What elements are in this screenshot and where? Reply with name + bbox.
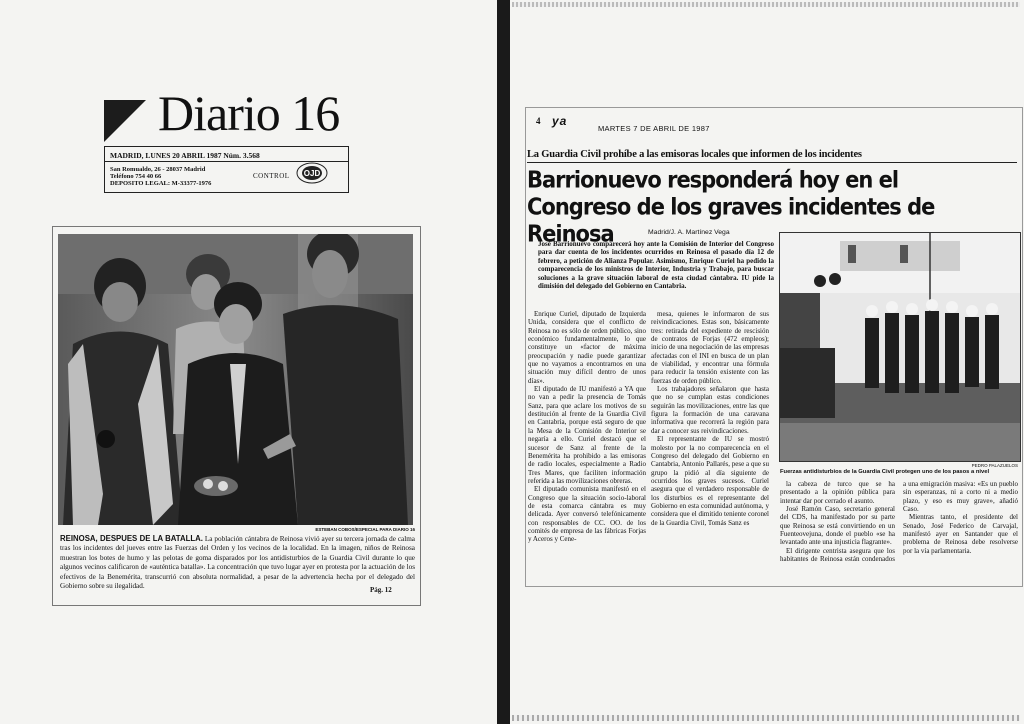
article-paragraph: El diputado comunista manifestó en el Congreso que la situación socio-laboral de esta comarca cántabra es muy delicada. Ayer conversó telefónicamente con responsables de CC. OO. de los comités de empresa de las fábricas Forjas y Aceros y Cene- (528, 485, 646, 544)
photo-credit: ESTEBAN COBOS/ESPECIAL PARA DIARIO 16 (315, 527, 415, 532)
photo-credit: PEDRO PALAZUELOS (971, 463, 1018, 468)
scan-edge-bottom (512, 715, 1020, 721)
page-reference: Pág. 12 (370, 586, 392, 594)
article-column-3 (780, 480, 1018, 563)
article-paragraph: El diputado de IU manifestó a YA que no van a pedir la presencia de Tomás Sanz, para que aclare los motivos de su destitución al frente de la Guardia Civil en Cantabria, porque está seguro de que la Mesa de la Comisión de Interior se negaría a ello. Curiel destacó que el sucesor de Sanz al frente de la Benemérita ha prohibido a las emisoras de radio locales, especialmente a Radio Tres Mares, que faciliten información referida a las movilizaciones obreras. (528, 385, 646, 485)
caption-body: La población cántabra de Reinosa vivió ayer su tercera jornada de calma tras los incidentes del jueves entre las Fuerzas del Orden y los vecinos de la localidad. En la imagen, niños de Reinosa muestran los botes de humo y las pelotas de goma disparados por los antidisturbios de la Guardia Civil durante lo que algunos vecinos calificaron de «auténtica batalla». La concentración que tuvo lugar ayer en protesta por la actuación de los efectivos de la Benemérita, transcurrió con absoluta normalidad, a pesar de la advertencia hecha por el delegado del Gobierno sobre su ilegalidad. (60, 535, 416, 591)
masthead-title: Diario 16 (158, 85, 340, 141)
children-photo (58, 234, 413, 525)
caption-heading: REINOSA, DESPUES DE LA BATALLA. (60, 534, 203, 543)
masthead-legal-deposit: DEPOSITO LEGAL: M-33377-1976 (110, 180, 212, 187)
ojd-seal-icon (296, 161, 328, 185)
masthead-date: MADRID, LUNES 20 ABRIL 1987 Núm. 3.568 (110, 151, 260, 160)
issue-date: MARTES 7 DE ABRIL DE 1987 (598, 124, 710, 133)
masthead-phone: Teléfono 754 40 66 (110, 173, 162, 180)
lead-paragraph: José Barrionuevo comparecerá hoy ante la Comisión de Interior del Congreso para dar cuenta de los incidentes ocurridos en Reinosa el pasado día 12 de febrero, a petición de Alianza Popular. Asimismo, Enrique Curiel ha pedido la comparecencia de los ministros de Interior, Industria y Trabajo, para buscar soluciones a la grave situación laboral de esta ciudad cántabra. IU pide la dimisión del delegado del Gobierno en Cantabria. (538, 240, 774, 291)
diario16-logo-mark (104, 100, 146, 142)
article-paragraph: José Ramón Caso, secretario general del CDS, ha manifestado por su parte que Reinosa se está convirtiendo en un Fuenteovejuna, donde el pueblo «se ha levantado ante una injusticia flagrante». (780, 505, 895, 547)
svg-text:OJD: OJD (303, 169, 321, 178)
article-paragraph: Los trabajadores señalaron que hasta que no se cumplan estas condiciones seguirán las movilizaciones, entre las que figura la formación de una caravana informativa que recorrerá la región para dar a conocer sus reivindicaciones. (651, 385, 769, 435)
main-headline: Barrionuevo responderá hoy en el Congreso de los graves incidentes de Reinosa (527, 167, 935, 247)
kicker-rule (527, 162, 1017, 163)
article-column-2 (651, 310, 769, 527)
page-number: 4 (536, 116, 541, 126)
article-paragraph: El dirigente centrista asegura que los habitantes de Reinosa están condenados a una emigración masiva: «Es un pueblo sin esperanzas, ni a corto ni a medio plazo, y eso es muy grave», añadió Caso. (780, 480, 1018, 564)
photo-caption: Fuerzas antidisturbios de la Guardia Civil protegen uno de los pasos a nivel (780, 469, 990, 475)
control-label: CONTROL (253, 172, 290, 180)
scan-edge-top (512, 2, 1020, 7)
article-paragraph: la cabeza de turco que se ha presentado a la opinión pública para intentar dar por cerrado el asunto. (780, 480, 895, 505)
masthead-address: San Romualdo, 26 - 28037 Madrid (110, 166, 206, 173)
byline: Madrid/J. A. Martínez Vega (648, 229, 730, 236)
riot-police-photo (779, 232, 1021, 462)
photo-caption (60, 534, 415, 591)
article-column-1 (528, 310, 646, 544)
article-paragraph: Mientras tanto, el presidente del Senado, José Federico de Carvajal, manifestó ayer en Santander que el problema de Reinosa debe resolverse por la vía parlamentaria. (903, 513, 1018, 555)
article-paragraph: El representante de IU se mostró molesto por la no comparecencia en el Congreso del delegado del Gobierno en Cantabria, Antonio Pallarés, pese a que su grupo la pidió al día siguiente de ocurridos los graves sucesos. Curiel asegura que el verdadero responsable de los disturbios es el representante del Gobierno en esta comunidad autónoma, y considera que el dimitido teniente coronel de la Guardia Civil, Tomás Sanz es (651, 435, 769, 527)
article-paragraph: mesa, quienes le informaron de sus reivindicaciones. Estas son, básicamente tres: retirada del expediente de rescisión de contratos de Forjas (472 empleos); inicio de una negociación de las empresas afectadas con el INI en busca de un plan de viabilidad, y encontrar una fórmula para reducir la tensión existente con las fuerzas de orden público. (651, 310, 769, 385)
kicker-headline: La Guardia Civil prohíbe a las emisoras locales que informen de los incidentes (527, 149, 862, 160)
article-paragraph: Enrique Curiel, diputado de Izquierda Unida, considera que el conflicto de Reinosa no es sólo de orden público, sino económico fundamentalmente, lo que constituye un «factor de máxima preocupación y nadie puede garantizar que no vayamos a encontrarnos en una situación muy difícil dentro de unos días». (528, 310, 646, 385)
ya-logo: ya (552, 114, 568, 128)
